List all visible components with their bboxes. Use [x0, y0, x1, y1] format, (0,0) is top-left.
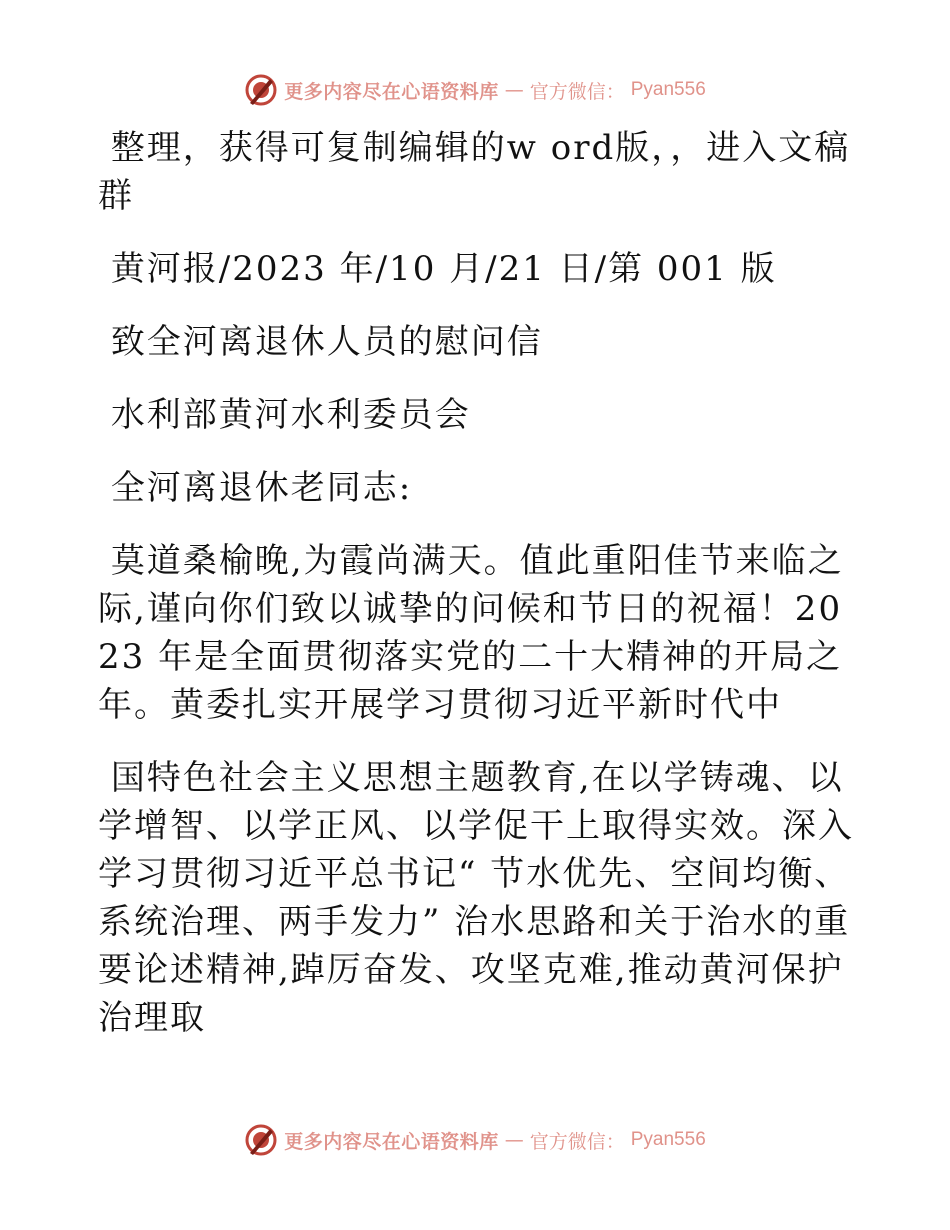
watermark-site-text: 更多内容尽在心语资料库 — [284, 80, 499, 103]
document-body — [98, 124, 858, 1067]
watermark-wechat-label: 官方微信： — [529, 80, 625, 103]
footer-watermark — [0, 1120, 950, 1160]
doc-salutation: 全河离退休老同志: — [110, 468, 413, 508]
watermark-wechat-label: 官方微信： — [529, 1130, 625, 1153]
doc-paragraph: 国特色社会主义思想主题教育,在以学铸魂、以学增智、以学正风、以学促干上取得实效。深入学习贯彻习近平总书记“ 节水优先、空间均衡、系统治理、两手发力” 治水思路和关于治水的重要论述精神,踔厉奋发、攻坚克难,推动黄河保护治理取 — [98, 758, 854, 1038]
watermark-separator: — — [504, 1129, 524, 1151]
quill-seal-icon — [244, 73, 278, 107]
header-watermark — [0, 70, 950, 110]
doc-source-line: 黄河报/2023 年/10 月/21 日/第 001 版 — [110, 249, 777, 289]
watermark-site-text: 更多内容尽在心语资料库 — [284, 1130, 499, 1153]
quill-seal-icon — [244, 1123, 278, 1157]
doc-paragraph: 整理，获得可复制编辑的w ord版，，进入文稿群 — [98, 128, 851, 216]
watermark-wechat-id: Pyan556 — [630, 79, 706, 100]
doc-title: 致全河离退休人员的慰问信 — [110, 322, 543, 362]
watermark-wechat-id: Pyan556 — [630, 1129, 706, 1150]
watermark-separator: — — [504, 79, 524, 101]
doc-paragraph: 莫道桑榆晚,为霞尚满天。值此重阳佳节来临之际,谨向你们致以诚挚的问候和节日的祝福！2023 年是全面贯彻落实党的二十大精神的开局之年。黄委扎实开展学习贯彻习近平新时代中 — [98, 541, 844, 725]
doc-author: 水利部黄河水利委员会 — [110, 395, 471, 435]
